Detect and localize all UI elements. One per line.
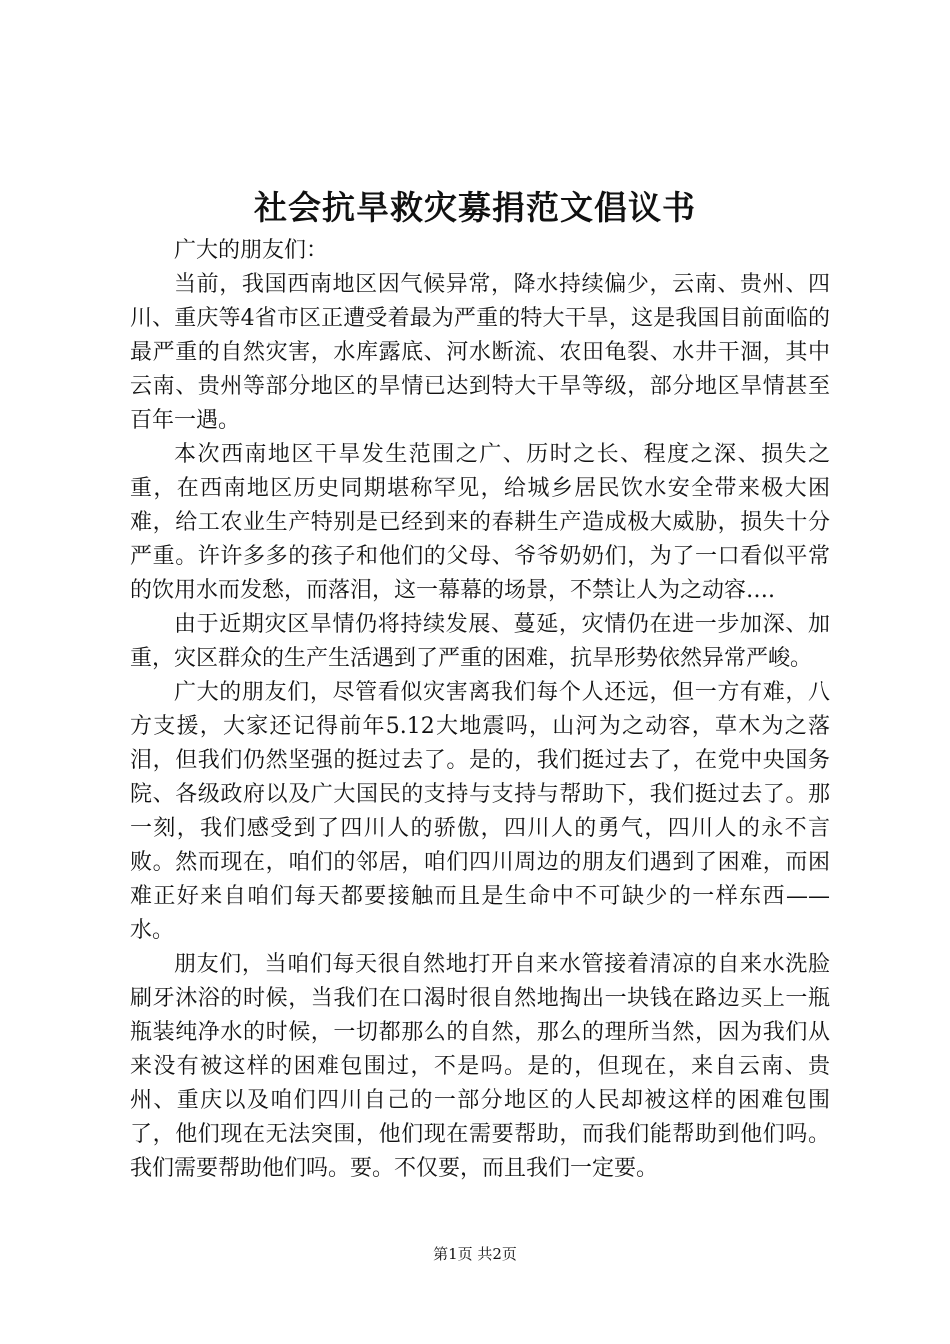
page-number-footer: 第1页 共2页 [433,1245,517,1263]
body-paragraph: 朋友们，当咱们每天很自然地打开自来水管接着清凉的自来水洗脸刷牙沐浴的时候，当我们在口渴时很自然地掏出一块钱在路边买上一瓶瓶装纯净水的时候，一切都那么的自然，那么的理所当然，因为我们从来没有被这样的困难包围过，不是吗。是的，但现在，来自云南、贵州、重庆以及咱们四川自己的一部分地区的人民却被这样的困难包围了，他们现在无法突围，他们现在需要帮助，而我们能帮助到他们吗。我们需要帮助他们吗。要。不仅要，而且我们一定要。 [130,952,830,1181]
document-title: 社会抗旱救灾募捐范文倡议书 [254,188,696,227]
body-paragraph: 由于近期灾区旱情仍将持续发展、蔓延，灾情仍在进一步加深、加重，灾区群众的生产生活遇到了严重的困难，抗旱形势依然异常严峻。 [130,612,830,671]
body-paragraph: 本次西南地区干旱发生范围之广、历时之长、程度之深、损失之重，在西南地区历史同期堪称罕见，给城乡居民饮水安全带来极大困难，给工农业生产特别是已经到来的春耕生产造成极大威胁，损失十分严重。许许多多的孩子和他们的父母、爷爷奶奶们，为了一口看似平常的饮用水而发愁，而落泪，这一幕幕的场景，不禁让人为之动容…. [130,442,830,603]
document-body [130,234,830,1186]
salutation: 广大的朋友们： [174,238,329,263]
body-paragraph: 广大的朋友们，尽管看似灾害离我们每个人还远，但一方有难，八方支援，大家还记得前年5.12大地震吗，山河为之动容，草木为之落泪，但我们仍然坚强的挺过去了。是的，我们挺过去了，在党中央国务院、各级政府以及广大国民的支持与支持与帮助下，我们挺过去了。那一刻，我们感受到了四川人的骄傲，四川人的勇气，四川人的永不言败。然而现在，咱们的邻居，咱们四川周边的朋友们遇到了困难，而困难正好来自咱们每天都要接触而且是生命中不可缺少的一样东西——水。 [130,680,830,943]
body-paragraph: 当前，我国西南地区因气候异常，降水持续偏少，云南、贵州、四川、重庆等4省市区正遭受着最为严重的特大干旱，这是我国目前面临的最严重的自然灾害，水库露底、河水断流、农田龟裂、水井干涸，其中云南、贵州等部分地区的旱情已达到特大干旱等级，部分地区旱情甚至百年一遇。 [130,272,830,433]
